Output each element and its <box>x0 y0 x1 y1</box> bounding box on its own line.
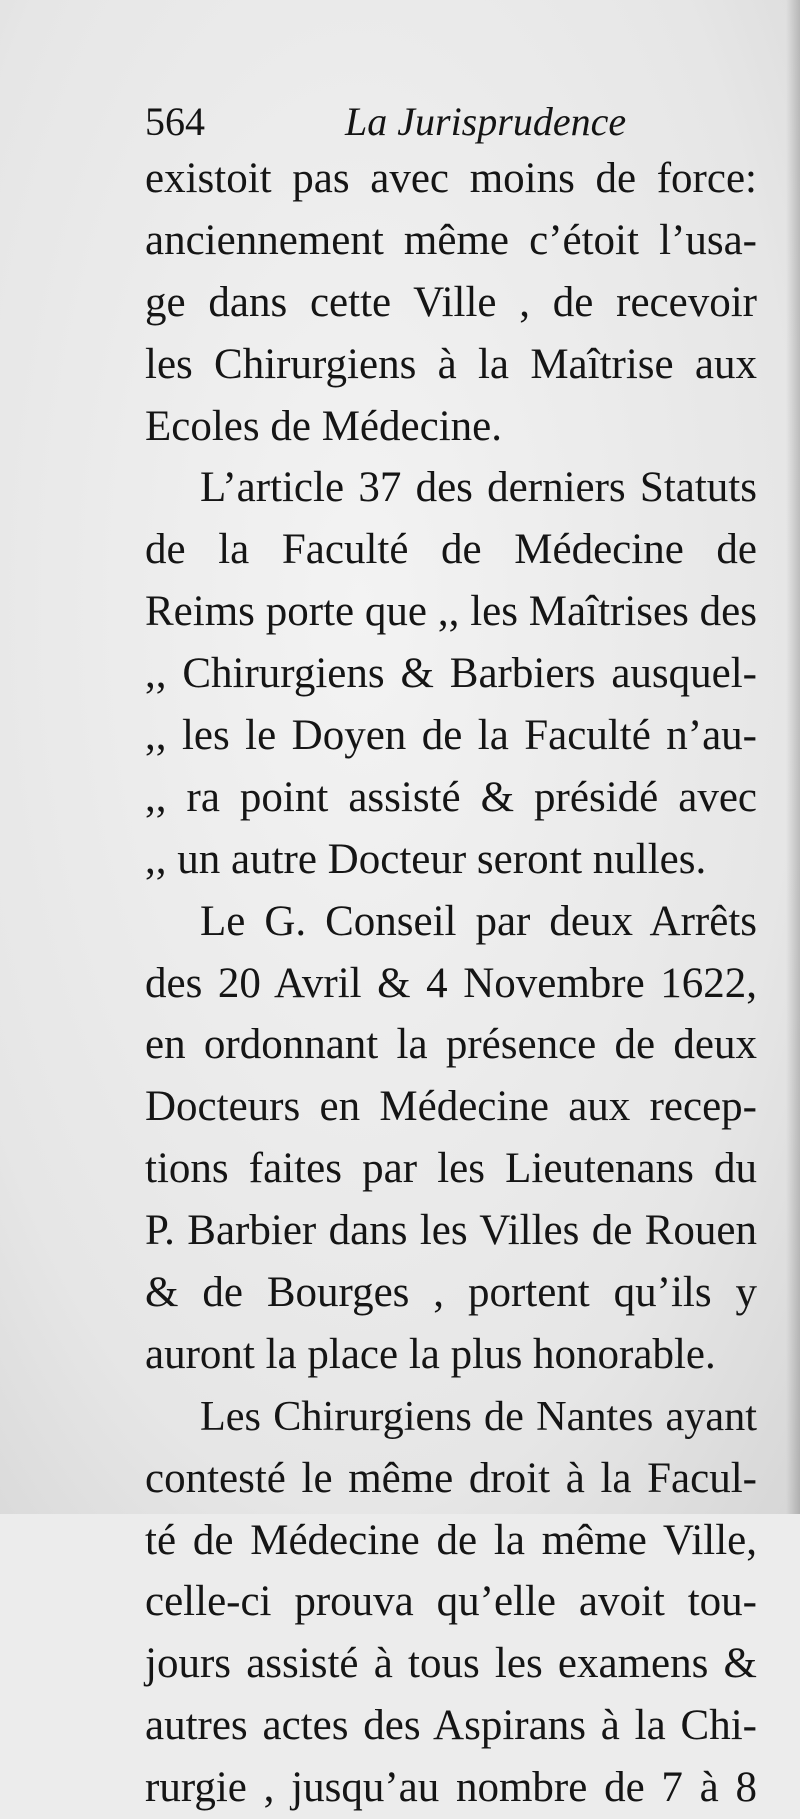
body-text <box>145 148 757 1819</box>
text-line: L’article 37 des derniers Statuts <box>200 464 757 512</box>
text-line: Reims porte que ,, les Maîtrises des <box>145 588 757 636</box>
text-line: & de Bourges , portent qu’ils y <box>145 1269 757 1317</box>
text-line: ,, les le Doyen de la Faculté n’au- <box>145 712 757 760</box>
text-line: anciennement même c’étoit l’usa- <box>145 216 757 264</box>
text-line: Les Chirurgiens de Nantes ayant <box>200 1392 757 1440</box>
page-edge-shadow <box>786 0 800 1514</box>
text-line: P. Barbier dans les Villes de Rouen <box>145 1207 757 1255</box>
text-line: ,, ra point assisté & présidé avec <box>145 773 757 821</box>
text-line: ,, un autre Docteur seront nulles. <box>145 835 707 883</box>
text-line: existoit pas avec moins de force: <box>145 155 757 202</box>
text-line: des 20 Avril & 4 Novembre 1622, <box>145 959 757 1007</box>
text-line: rurgie , jusqu’au nombre de 7 à 8 <box>145 1764 757 1812</box>
text-line: ,, Chirurgiens & Barbiers ausquel- <box>145 650 757 698</box>
text-line: té de Médecine de la même Ville, <box>145 1516 757 1564</box>
text-line: Le G. Conseil par deux Arrêts <box>200 897 757 945</box>
text-line: en ordonnant la présence de deux <box>145 1021 757 1069</box>
text-line: tions faites par les Lieutenans du <box>145 1145 757 1193</box>
text-line: auront la place la plus honorable. <box>145 1330 716 1378</box>
text-line: Docteurs en Médecine aux recep- <box>145 1083 757 1131</box>
page-number: 564 <box>145 99 205 144</box>
text-line: ge dans cette Ville , de recevoir <box>145 278 757 326</box>
running-title: La Jurisprudence <box>345 99 627 144</box>
text-line: contesté le même droit à la Facul- <box>145 1454 757 1502</box>
text-line: les Chirurgiens à la Maîtrise aux <box>145 340 757 388</box>
text-line: Ecoles de Médecine. <box>145 402 502 450</box>
text-line: jours assisté à tous les examens & <box>145 1640 757 1688</box>
text-line: celle-ci prouva qu’elle avoit tou- <box>145 1578 757 1626</box>
text-line: autres actes des Aspirans à la Chi- <box>145 1702 757 1750</box>
text-line: de la Faculté de Médecine de <box>145 526 757 574</box>
